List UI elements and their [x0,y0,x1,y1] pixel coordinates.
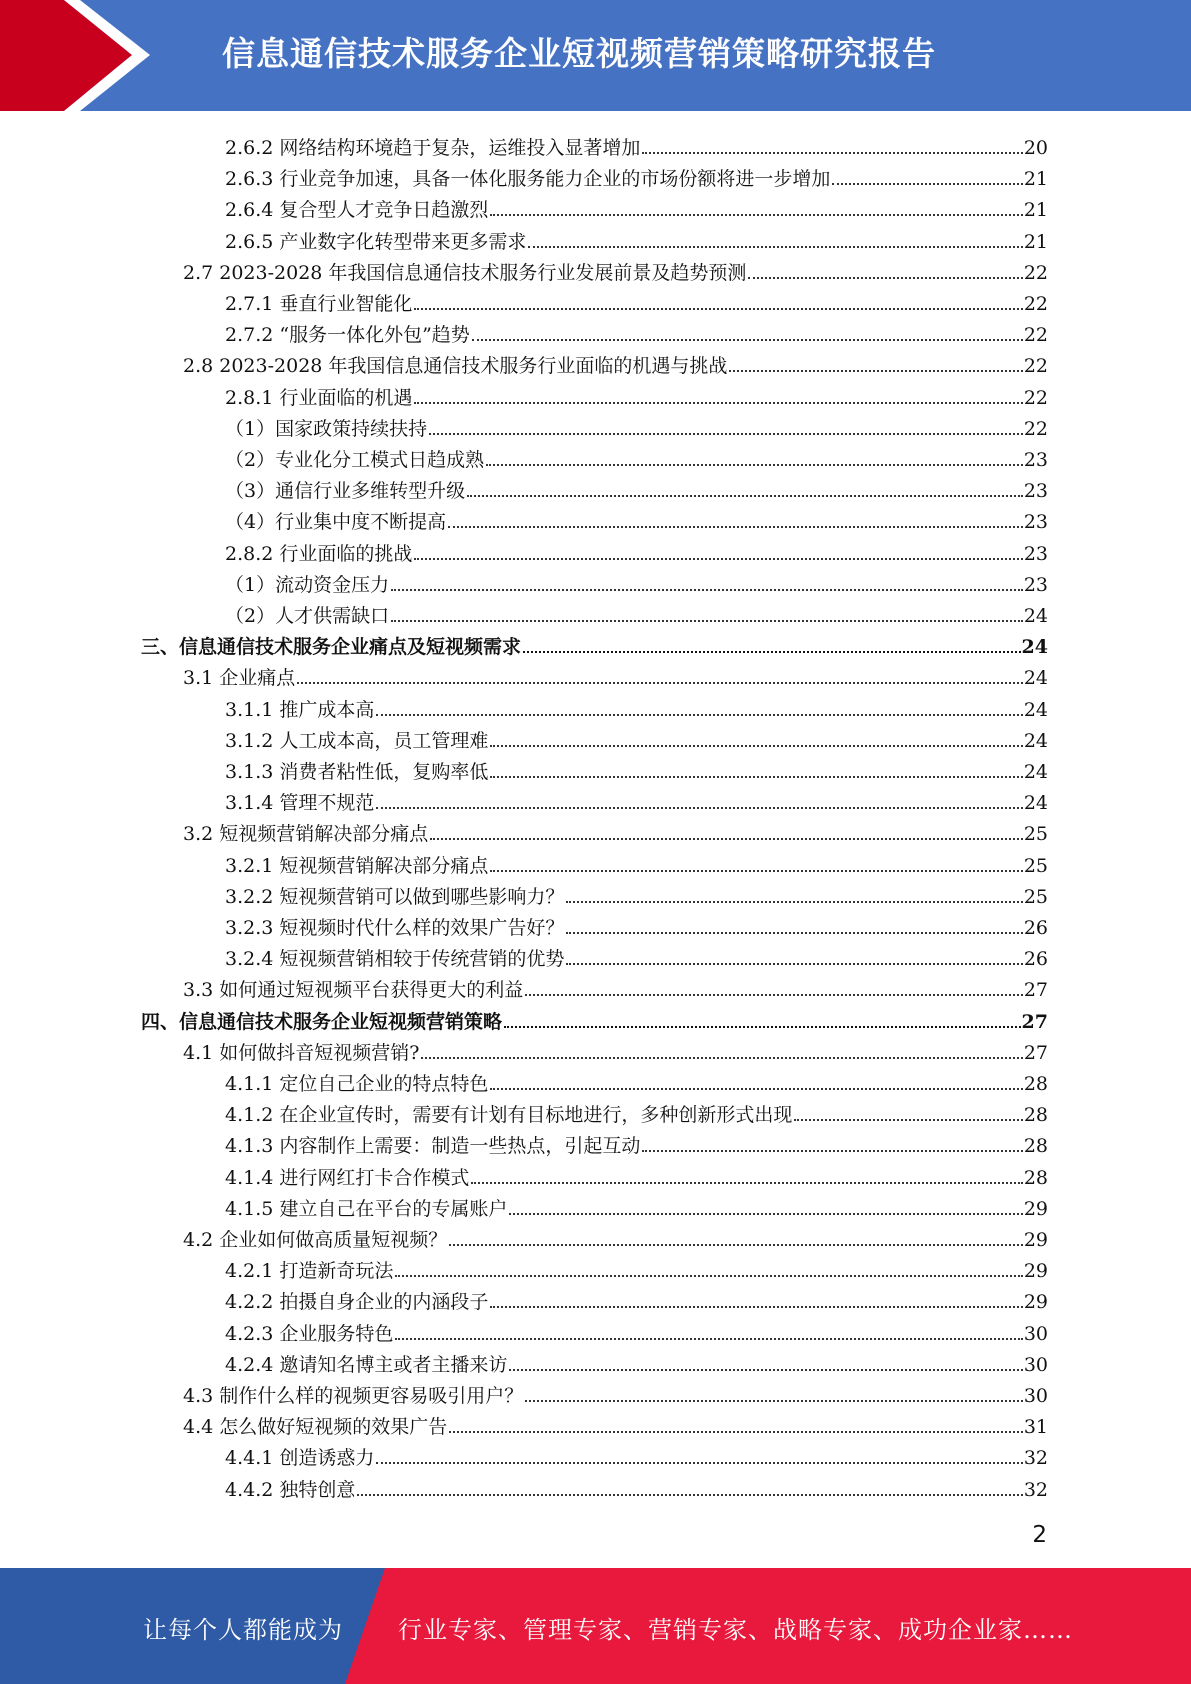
toc-entry-title: 2.7 2023-2028 年我国信息通信技术服务行业发展前景及趋势预测 [183,261,747,284]
toc-entry-page: 26 [1023,917,1048,939]
toc-dot-leader [376,714,1022,716]
toc-entry-title: 2.8.1 行业面临的机遇 [225,386,413,409]
toc-entry-page: 28 [1023,1135,1048,1158]
toc-chapter-entry[interactable] [141,1002,1048,1033]
toc-entry-title: 3.2.2 短视频营销可以做到哪些影响力？ [225,885,565,908]
toc-entry[interactable] [225,409,1048,440]
footer-slogan-left: 让每个人都能成为 [143,1616,343,1644]
toc-entry[interactable] [225,1345,1048,1376]
toc-entry-title: 4.4 怎么做好短视频的效果广告 [183,1416,448,1439]
toc-entry-title: 2.8 2023-2028 年我国信息通信技术服务行业面临的机遇与挑战 [183,355,728,378]
toc-entry-title: 4.3 制作什么样的视频更容易吸引用户？ [183,1385,524,1407]
toc-entry-title: （2）专业化分工模式日趋成熟 [225,449,485,471]
toc-entry[interactable] [225,690,1048,721]
toc-entry[interactable] [225,1126,1048,1157]
toc-entry[interactable] [225,284,1048,315]
toc-entry[interactable] [225,565,1048,596]
toc-dot-leader [566,932,1022,934]
toc-dot-leader [395,1275,1022,1277]
toc-entry-title: 4.1.1 定位自己企业的特点特色 [225,1073,489,1095]
toc-entry-page: 23 [1023,542,1048,565]
toc-entry-page: 30 [1023,1322,1048,1345]
toc-entry-page: 30 [1023,1385,1048,1407]
toc-entry-title: 2.6.2 网络结构环境趋于复杂，运维投入显著增加 [225,137,641,159]
toc-entry-page: 28 [1023,1073,1048,1095]
toc-entry-page: 24 [1023,698,1048,721]
toc-dot-leader [490,870,1022,872]
toc-entry[interactable] [183,1376,1048,1407]
toc-entry-title: 4.2.1 打造新奇玩法 [225,1260,394,1283]
toc-entry-page: 31 [1023,1416,1048,1439]
toc-entry[interactable] [225,1064,1048,1095]
toc-entry-title: 3.1.4 管理不规范 [225,792,375,815]
toc-entry-page: 26 [1023,948,1048,971]
toc-dot-leader [449,1244,1023,1246]
toc-entry-page: 25 [1023,885,1048,908]
toc-entry-page: 21 [1023,199,1048,222]
toc-entry-page: 27 [1023,1041,1048,1064]
toc-entry-page: 32 [1023,1447,1048,1470]
toc-entry-page: 25 [1023,823,1048,846]
toc-entry-title: 4.2.2 拍摄自身企业的内涵段子 [225,1291,489,1314]
toc-dot-leader [794,1119,1022,1121]
toc-entry[interactable] [225,471,1048,502]
toc-entry-page: 32 [1023,1478,1048,1501]
toc-dot-leader [430,838,1023,840]
toc-entry-page: 23 [1023,449,1048,471]
toc-entry[interactable] [225,752,1048,783]
toc-entry-page: 22 [1023,386,1048,409]
toc-entry[interactable] [225,939,1048,970]
toc-entry-title: 3.2 短视频营销解决部分痛点 [183,823,429,846]
toc-entry-page: 30 [1023,1353,1048,1376]
toc-dot-leader [566,901,1022,903]
toc-dot-leader [490,1306,1022,1308]
toc-entry[interactable] [183,658,1048,689]
footer-slogan-right: 行业专家、管理专家、营销专家、战略专家、成功企业家…… [398,1616,1073,1644]
toc-entry-title: 4.2.3 企业服务特色 [225,1322,394,1345]
toc-entry-title: 4.1.3 内容制作上需要：制造一些热点，引起互动 [225,1135,641,1158]
toc-entry-page: 22 [1023,355,1048,378]
toc-entry-title: 3.1.3 消费者粘性低，复购率低 [225,761,489,783]
toc-entry-page: 29 [1023,1260,1048,1283]
toc-entry-title: 2.6.5 产业数字化转型带来更多需求 [225,230,527,253]
toc-entry-page: 24 [1021,636,1048,659]
toc-entry[interactable] [225,190,1048,221]
toc-entry[interactable] [225,783,1048,814]
toc-dot-leader [391,589,1023,591]
toc-chapter-entry[interactable] [141,627,1048,658]
toc-entry-title: 4.4.1 创造诱惑力 [225,1447,375,1470]
toc-entry[interactable] [225,1314,1048,1345]
toc-entry-title: 3.2.4 短视频营销相较于传统营销的优势 [225,948,565,971]
toc-entry-page: 24 [1023,792,1048,815]
toc-entry-page: 24 [1023,605,1048,627]
toc-entry-title: 4.2.4 邀请知名博主或者主播来访 [225,1353,508,1376]
toc-entry-page: 27 [1023,979,1048,1002]
page-number: 2 [1032,1522,1047,1548]
toc-dot-leader [429,433,1023,435]
toc-entry-title: 3.1 企业痛点 [183,667,296,690]
toc-entry[interactable] [225,1438,1048,1469]
toc-entry[interactable] [225,1095,1048,1126]
toc-dot-leader [509,1213,1022,1215]
toc-entry[interactable] [225,1158,1048,1189]
toc-entry[interactable] [225,908,1048,939]
toc-dot-leader [467,495,1023,497]
toc-entry-title: 3.3 如何通过短视频平台获得更大的利益 [183,979,524,1002]
toc-entry-page: 22 [1023,261,1048,284]
toc-entry-title: 3.1.2 人工成本高，员工管理难 [225,729,489,752]
toc-entry[interactable] [183,346,1048,377]
toc-entry[interactable] [183,814,1048,845]
toc-entry-page: 20 [1023,137,1048,159]
toc-entry-title: 2.6.3 行业竞争加速，具备一体化服务能力企业的市场份额将进一步增加 [225,168,831,191]
toc-entry[interactable] [225,440,1048,471]
toc-entry[interactable] [225,378,1048,409]
toc-dot-leader [448,526,1023,528]
header-red-arrow-decoration [0,0,160,111]
toc-dot-leader [297,682,1023,684]
toc-entry[interactable] [225,315,1048,346]
toc-dot-leader [490,745,1022,747]
toc-entry-title: 3.2.1 短视频营销解决部分痛点 [225,854,489,877]
header-banner [0,0,1191,111]
toc-entry[interactable] [225,596,1048,627]
toc-entry-page: 24 [1023,729,1048,752]
toc-entry[interactable] [225,877,1048,908]
toc-entry[interactable] [183,1220,1048,1251]
toc-entry-title: 4.4.2 独特创意 [225,1478,356,1501]
toc-dot-leader [832,183,1022,185]
toc-dot-leader [449,1431,1023,1433]
toc-entry-title: 4.1.2 在企业宣传时，需要有计划有目标地进行，多种创新形式出现 [225,1104,793,1127]
toc-dot-leader [376,807,1022,809]
toc-entry[interactable] [225,1470,1048,1501]
toc-entry-title: 4.1.5 建立自己在平台的专属账户 [225,1197,508,1220]
toc-entry-title: （4）行业集中度不断提高 [225,511,447,534]
toc-entry[interactable] [183,253,1048,284]
toc-dot-leader [357,1494,1022,1496]
toc-entry-page: 23 [1023,573,1048,596]
toc-entry-page: 27 [1021,1010,1048,1033]
toc-entry-page: 28 [1023,1166,1048,1189]
toc-entry-page: 22 [1023,324,1048,347]
toc-entry[interactable] [225,1282,1048,1313]
toc-entry-title: 2.8.2 行业面临的挑战 [225,542,413,565]
toc-dot-leader [421,1057,1022,1059]
toc-dot-leader [395,1338,1022,1340]
toc-entry[interactable] [225,1189,1048,1220]
toc-entry-page: 29 [1023,1229,1048,1251]
toc-dot-leader [509,1369,1022,1371]
toc-dot-leader [525,994,1023,996]
toc-entry[interactable] [225,502,1048,533]
toc-entry[interactable] [225,159,1048,190]
toc-entry[interactable] [183,970,1048,1001]
toc-entry-page: 23 [1023,480,1048,503]
toc-dot-leader [376,1462,1022,1464]
toc-entry-title: 2.7.2 “服务一体化外包”趋势 [225,324,470,347]
toc-entry[interactable] [225,1251,1048,1282]
toc-dot-leader [490,776,1022,778]
toc-dot-leader [523,651,1021,653]
toc-entry[interactable] [183,1033,1048,1064]
toc-entry-title: 3.2.3 短视频时代什么样的效果广告好？ [225,917,565,939]
toc-entry[interactable] [225,846,1048,877]
toc-dot-leader [490,214,1022,216]
toc-entry-title: （3）通信行业多维转型升级 [225,480,466,503]
toc-entry[interactable] [225,128,1048,159]
toc-entry-title: 2.6.4 复合型人才竞争日趋激烈 [225,199,489,222]
toc-entry-title: 4.1 如何做抖音短视频营销? [183,1041,420,1064]
toc-entry-page: 22 [1023,293,1048,315]
toc-entry-page: 29 [1023,1197,1048,1220]
toc-dot-leader [486,464,1023,466]
toc-dot-leader [391,620,1023,622]
toc-entry[interactable] [225,534,1048,565]
toc-entry-title: 4.2 企业如何做高质量短视频？ [183,1229,448,1251]
toc-entry-title: （2）人才供需缺口 [225,605,390,627]
toc-dot-leader [729,370,1022,372]
toc-dot-leader [414,558,1022,560]
toc-entry-title: 4.1.4 进行网红打卡合作模式 [225,1166,470,1189]
toc-entry-title: 3.1.1 推广成本高 [225,698,375,721]
toc-dot-leader [642,1150,1022,1152]
toc-dot-leader [472,339,1023,341]
toc-entry-page: 29 [1023,1291,1048,1314]
toc-entry-page: 21 [1023,168,1048,191]
toc-entry[interactable] [183,1407,1048,1438]
toc-dot-leader [525,1400,1023,1402]
toc-entry-title: （1）国家政策持续扶持 [225,417,428,440]
toc-entry[interactable] [225,721,1048,752]
toc-dot-leader [528,246,1022,248]
toc-entry-title: 2.7.1 垂直行业智能化 [225,293,413,315]
toc-entry-page: 24 [1023,667,1048,690]
toc-dot-leader [414,308,1022,310]
toc-entry-page: 25 [1023,854,1048,877]
toc-entry-page: 28 [1023,1104,1048,1127]
toc-entry-title: （1）流动资金压力 [225,573,390,596]
toc-entry-page: 23 [1023,511,1048,534]
toc-entry-page: 24 [1023,761,1048,783]
toc-entry[interactable] [225,222,1048,253]
toc-entry-title: 三、信息通信技术服务企业痛点及短视频需求 [141,636,522,659]
toc-dot-leader [490,1088,1022,1090]
toc-entry-page: 21 [1023,230,1048,253]
footer-banner [0,1568,1191,1684]
report-title: 信息通信技术服务企业短视频营销策略研究报告 [222,34,936,73]
toc-dot-leader [642,152,1022,154]
toc-dot-leader [748,277,1022,279]
toc-dot-leader [566,963,1022,965]
toc-entry-page: 22 [1023,417,1048,440]
toc-dot-leader [471,1182,1022,1184]
toc-dot-leader [504,1026,1021,1028]
toc-dot-leader [414,402,1022,404]
toc-entry-title: 四、信息通信技术服务企业短视频营销策略 [141,1010,503,1033]
